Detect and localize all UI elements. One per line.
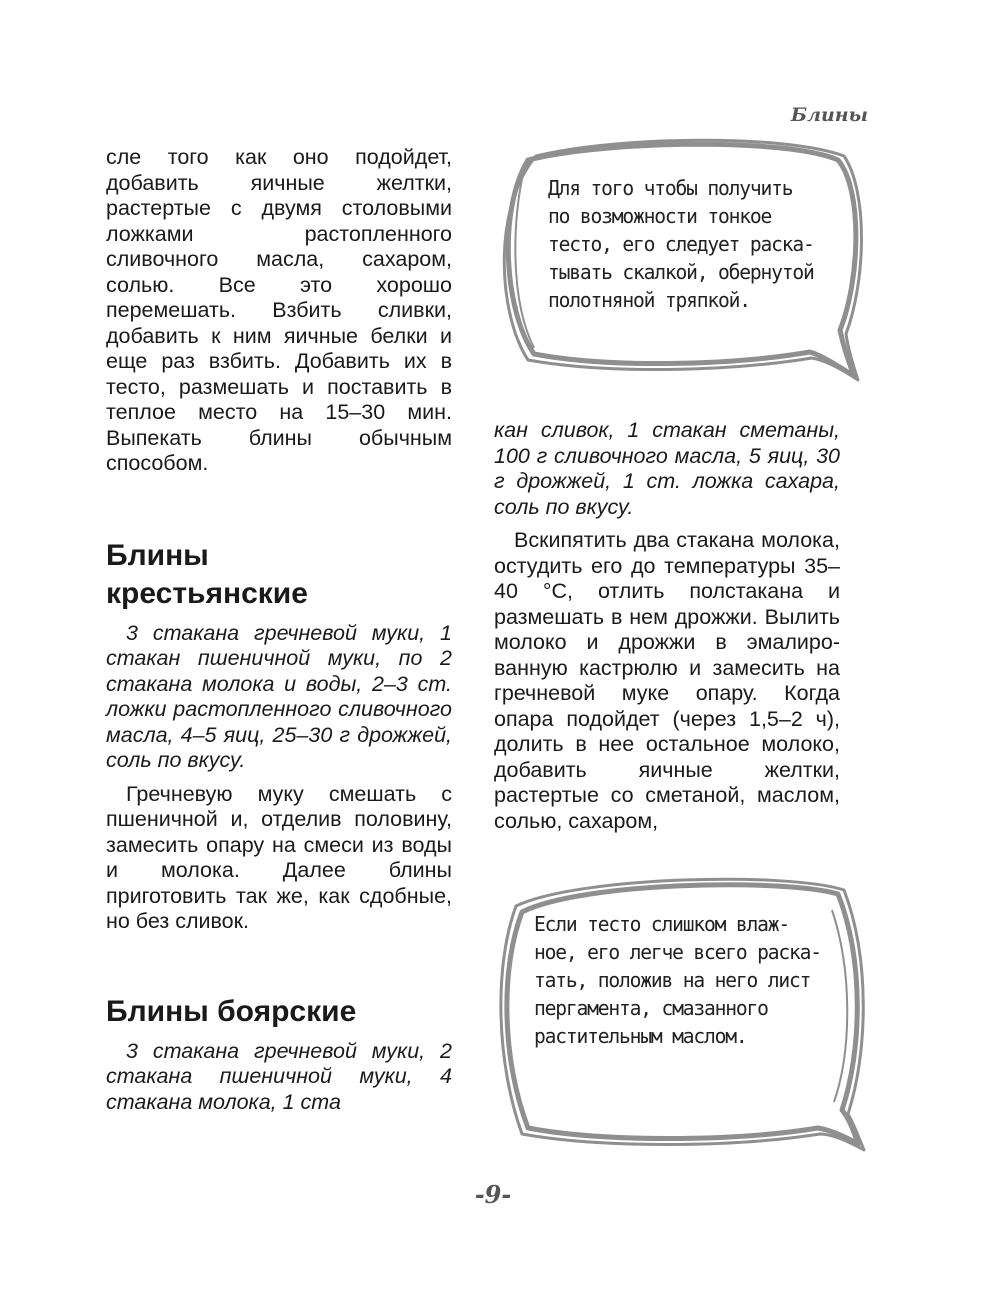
tip-bubble-2 <box>492 870 872 1160</box>
method-boyar: Вскипятить два стакана молока, остудить его до температуры 35–40 °С, отлить полстакана и размешать в нем дрожжи. Вылить молоко и дрожжи в эмалированную кастрюлю и замесить на гречневой муке опару. Когда опара подойдет (через 1,5–2 ч), долить в нее остальное молоко, добавить яичные желтки, растертые со сметаной, маслом, солью, сахаром, <box>494 528 840 833</box>
tip-1-line: тесто, его следует раска- <box>548 232 814 256</box>
tip-1-line: Для того чтобы получить <box>548 176 793 200</box>
left-column <box>106 145 452 1115</box>
tip-2-line: ное, его легче всего раска- <box>534 940 821 964</box>
recipe-title-peasant-line2: крестьянские <box>106 576 308 610</box>
tip-1-line: полотняной тряпкой. <box>548 288 750 312</box>
recipe-title-peasant <box>106 537 452 613</box>
ingredients-boyar-continued: кан сливок, 1 стакан сметаны, 100 г сливочного масла, 5 яиц, 30 г дрожжей, 1 ст. ложка сахара, соль по вкусу. <box>494 418 840 519</box>
recipe-title-peasant-line1: Блины <box>106 538 209 572</box>
tip-2-line: растительным маслом. <box>534 1024 747 1048</box>
tip-2-line: пергамента, смазанного <box>534 996 768 1020</box>
ingredients-boyar-start: 3 стакана гречневой муки, 2 стакана пшеничной муки, 4 стакана молока, 1 ста <box>106 1038 452 1114</box>
running-head: Блины <box>790 104 868 126</box>
right-column <box>494 418 840 834</box>
tip-2-line: тать, положив на него лист <box>534 968 811 992</box>
recipe-title-boyar: Блины боярские <box>106 994 357 1028</box>
tip-2-line: Если тесто слишком влаж- <box>534 912 789 936</box>
intro-paragraph: сле того как оно подойдет, добавить яичные желтки, растертые с двумя столовыми ложками растопленного сливочного масла, сахаром, солью. Все это хорошо перемешать. Взбить сливки, добавить к ним яичные белки и еще раз взбить. Добавить их в тесто, размешать и поставить в теплое место на 15–30 мин. Выпекать блины обычным способом. <box>106 145 452 475</box>
tip-1-line: тывать скалкой, обернутой <box>548 260 814 284</box>
tip-bubble-1 <box>488 130 868 390</box>
page-number: -9- <box>474 1180 512 1209</box>
tip-1-line: по возможности тонкое <box>548 204 772 228</box>
ingredients-peasant: 3 стакана гречневой муки, 1 стакан пшеничной муки, по 2 стакана молока и воды, 2–3 ст. ложки растопленного сливочного масла, 4–5 яиц, 25–30 г дрожжей, соль по вкусу. <box>106 620 452 772</box>
method-peasant: Гречневую муку смешать с пшеничной и, отделив половину, замесить опару на смеси из воды и молока. Далее блины приготовить так же, как сдобные, но без сливок. <box>106 781 452 933</box>
